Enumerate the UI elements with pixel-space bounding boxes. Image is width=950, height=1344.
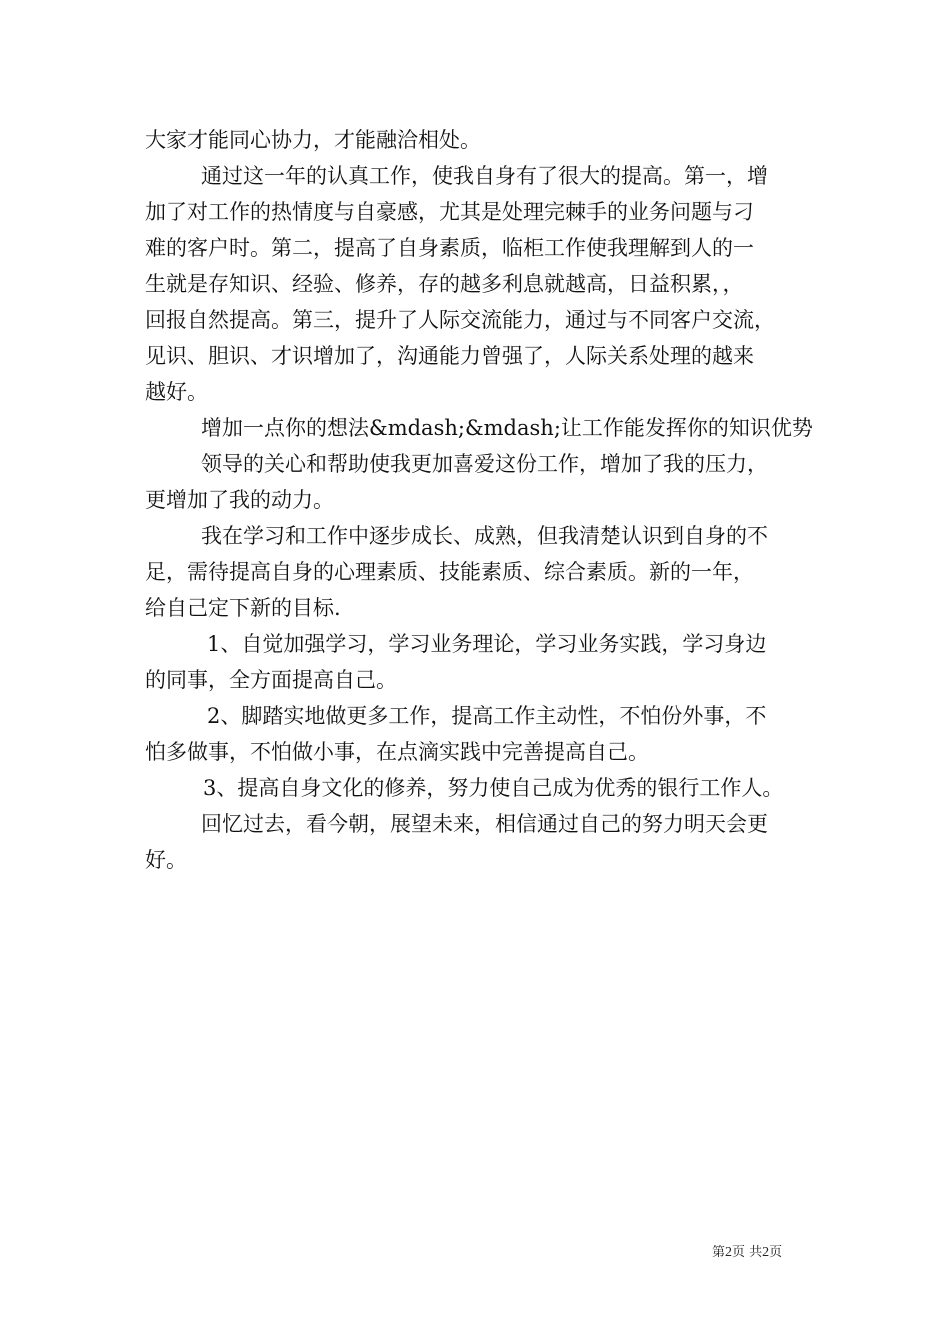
footer-middle: 页 共 — [732, 1245, 763, 1260]
text-line: 回忆过去，看今朝，展望未来，相信通过自己的努力明天会更 — [201, 812, 768, 836]
text-line: 回报自然提高。第三，提升了人际交流能力，通过与不同客户交流， — [145, 308, 775, 332]
text-line: 给自己定下新的目标. — [145, 596, 341, 620]
text-line: 我在学习和工作中逐步成长、成熟，但我清楚认识到自身的不 — [201, 524, 768, 548]
text-line: 足，需待提高自身的心理素质、技能素质、综合素质。新的一年， — [145, 560, 754, 584]
list-item: 1、自觉加强学习，学习业务理论，学习业务实践，学习身边 — [207, 632, 767, 656]
current-page-number: 2 — [725, 1245, 733, 1260]
document-body — [145, 122, 815, 878]
text-line: 怕多做事，不怕做小事，在点滴实践中完善提高自己。 — [145, 740, 649, 764]
text-line: 难的客户时。第二，提高了自身素质，临柜工作使我理解到人的一 — [145, 236, 754, 260]
list-item: 2、脚踏实地做更多工作，提高工作主动性，不怕份外事，不 — [207, 704, 767, 728]
text-line: 通过这一年的认真工作，使我自身有了很大的提高。第一，增 — [201, 164, 768, 188]
list-item: 3、提高自身文化的修养，努力使自己成为优秀的银行工作人。 — [203, 776, 784, 800]
text-line: 好。 — [145, 848, 187, 872]
text-line: 增加一点你的想法&mdash;&mdash;让工作能发挥你的知识优势 — [201, 416, 813, 440]
text-line: 领导的关心和帮助使我更加喜爱这份工作，增加了我的压力， — [201, 452, 768, 476]
text-line: 加了对工作的热情度与自豪感，尤其是处理完棘手的业务问题与刁 — [145, 200, 754, 224]
text-line: 大家才能同心协力，才能融洽相处。 — [145, 128, 481, 152]
text-line: 的同事，全方面提高自己。 — [145, 668, 397, 692]
page-number-footer — [712, 1244, 782, 1262]
text-line: 更增加了我的动力。 — [145, 488, 334, 512]
footer-prefix: 第 — [712, 1245, 726, 1260]
total-pages-number: 2 — [762, 1245, 770, 1260]
text-line: 生就是存知识、经验、修养，存的越多利息就越高，日益积累，， — [145, 272, 744, 296]
text-line: 越好。 — [145, 380, 208, 404]
text-line: 见识、胆识、才识增加了，沟通能力曾强了，人际关系处理的越来 — [145, 344, 754, 368]
footer-suffix: 页 — [769, 1245, 783, 1260]
